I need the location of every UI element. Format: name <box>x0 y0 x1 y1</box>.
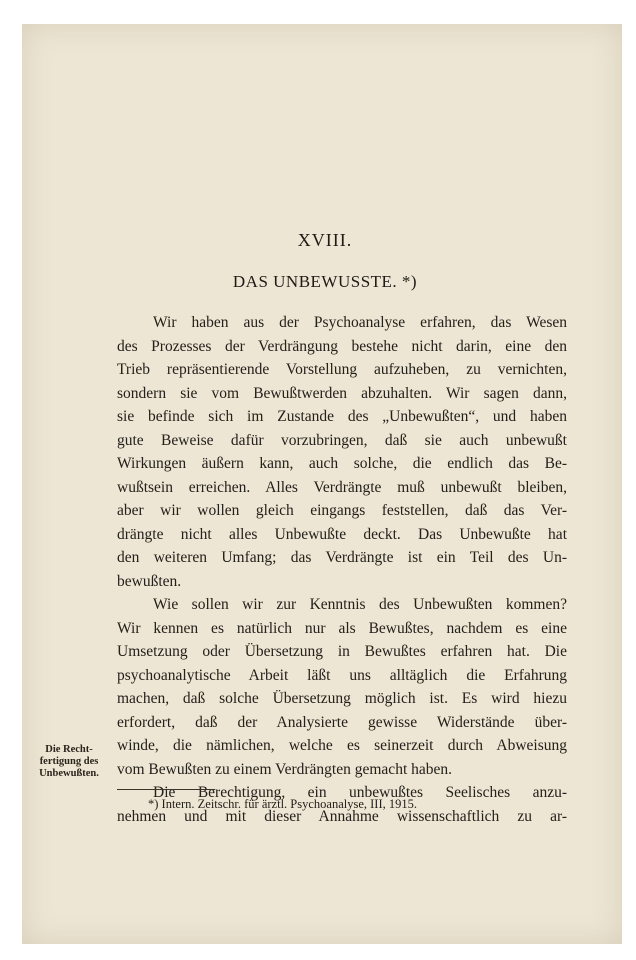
text-line: wußtsein erreichen. Alles Verdrängte muß unbewußt bleiben, <box>117 478 567 496</box>
text-line: Wir haben aus der Psychoanalyse erfahren, das Wesen <box>153 314 567 331</box>
text-line: gute Beweise dafür vorzubringen, daß sie auch unbewußt <box>117 431 567 449</box>
text-line: psychoanalytische Arbeit läßt uns alltäglich die Erfahrung <box>117 666 567 684</box>
text-line: sondern sie vom Bewußtwerden abzuhalten. Wir sagen dann, <box>117 384 567 402</box>
text-line: drängte nicht alles Unbewußte deckt. Das Unbewußte hat <box>117 525 567 543</box>
text-line: Wirkungen äußern kann, auch solche, die endlich das Be- <box>117 455 567 472</box>
text-line: Die Berechtigung, ein unbewußtes Seelisches anzu- <box>153 784 567 801</box>
text-line: Wir kennen es natürlich nur als Bewußtes, nachdem es eine <box>117 619 567 637</box>
footnote-rule <box>117 789 215 790</box>
margin-note: Die Recht-fertigung des Unbewußten. <box>39 744 99 779</box>
text-line: Trieb repräsentierende Vorstellung aufzuheben, zu vernichten, <box>117 361 567 378</box>
text-line: vom Bewußten zu einem Verdrängten gemacht haben. <box>117 760 453 778</box>
text-line: winde, die nämlichen, welche es seinerzeit durch Abweisung <box>117 737 567 754</box>
text-line: sie befinde sich im Zustande des „Unbewußten“, und haben <box>117 408 567 425</box>
text-line: Umsetzung oder Übersetzung in Bewußtes erfahren hat. Die <box>117 643 567 660</box>
text-line: machen, daß solche Übersetzung möglich ist. Es wird hiezu <box>117 690 567 707</box>
text-line: erfordert, daß der Analysierte gewisse Widerstände über- <box>117 713 567 731</box>
text-line: den weiteren Umfang; das Verdrängte ist ein Teil des Un- <box>117 549 567 566</box>
chapter-number: XVIII. <box>297 230 353 250</box>
chapter-title: DAS UNBEWUSSTE. *) <box>232 272 418 291</box>
text-line: des Prozesses der Verdrängung bestehe nicht darin, eine den <box>117 337 567 355</box>
text-line: aber wir wollen gleich eingangs feststellen, daß das Ver- <box>117 502 567 519</box>
text-line: Wie sollen wir zur Kenntnis des Unbewußten kommen? <box>153 596 567 613</box>
footnote: *) Intern. Zeitschr. für ärztl. Psychoanalyse, III, 1915. <box>148 797 418 811</box>
text-line: nehmen und mit dieser Annahme wissenschaftlich zu ar- <box>117 807 567 825</box>
text-line: bewußten. <box>117 572 182 590</box>
